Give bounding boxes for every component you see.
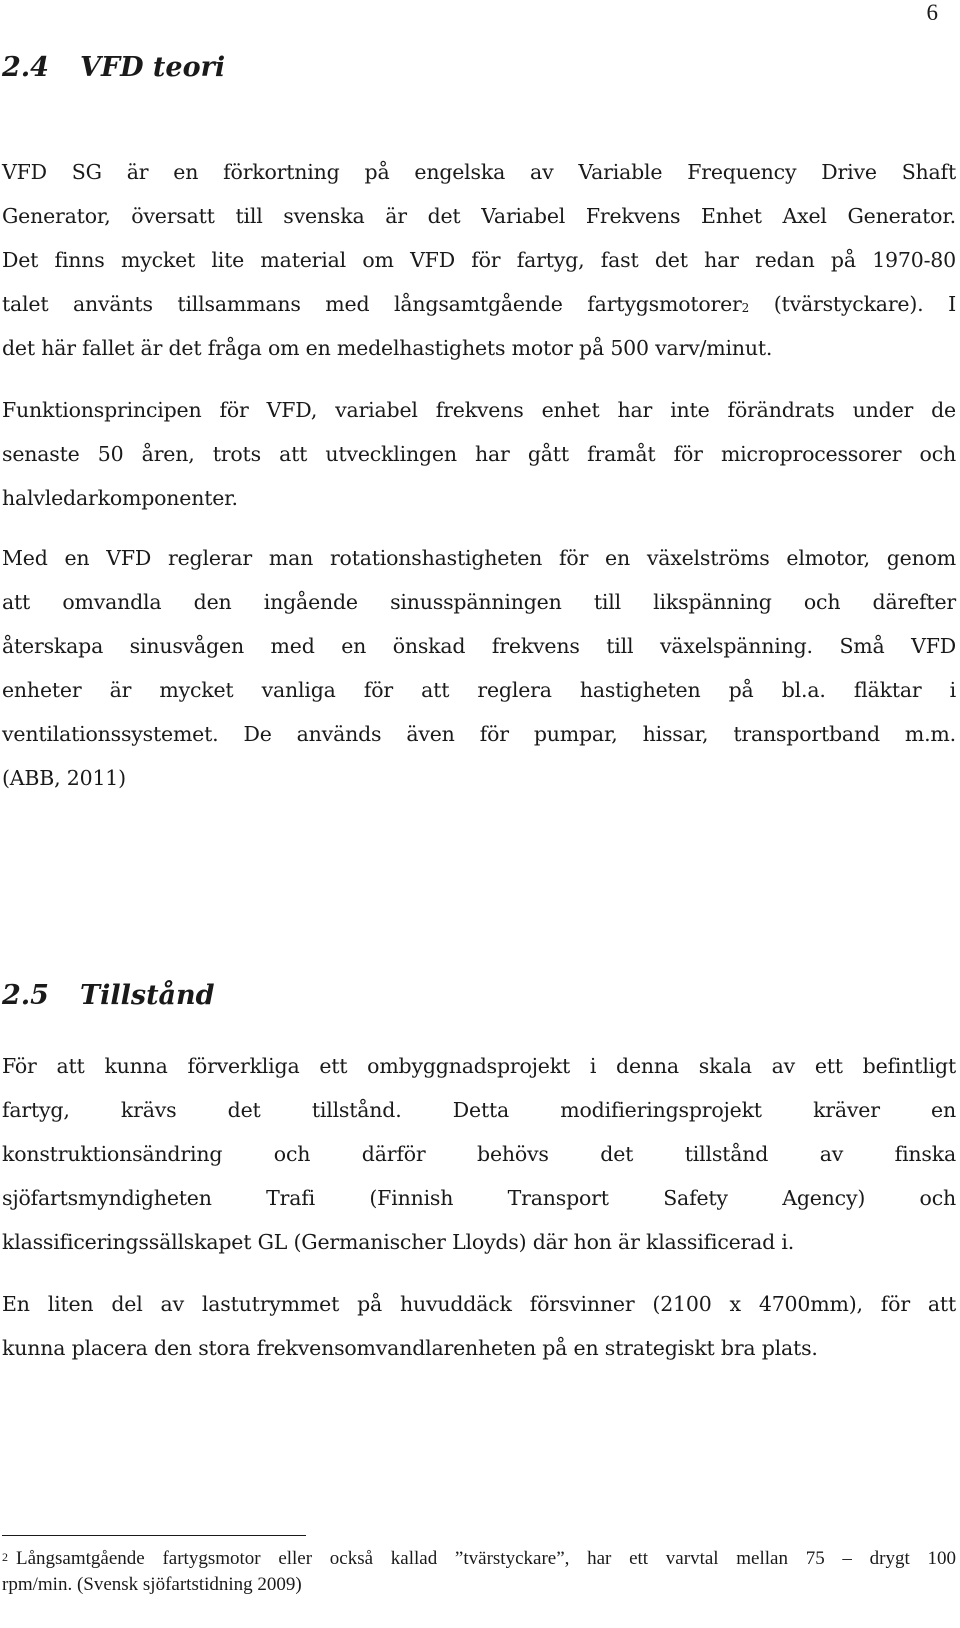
section-number: 2.4 [2,52,49,83]
text-fragment: (tvärstyckare). I [749,292,956,316]
text-line: Funktionsprincipen för VFD, variabel frekvens enhet har inte förändrats under de [2,398,956,422]
footnote-divider [2,1535,306,1536]
text-line: Det finns mycket lite material om VFD för fartyg, fast det har redan på 1970-80 [2,248,956,272]
paragraph-vfd-definition [2,150,956,370]
section-heading-tillstand [2,980,215,1011]
section-heading-vfd-teori [2,52,225,83]
footnote-line: rpm/min. (Svensk sjöfartstidning 2009) [2,1574,302,1595]
footnote-line [2,1546,956,1572]
text-line: halvledarkomponenter. [2,486,238,510]
text-line: sjöfartsmyndigheten Trafi (Finnish Transport Safety Agency) och [2,1186,956,1210]
text-line: Med en VFD reglerar man rotationshastigheten för en växelströms elmotor, genom [2,546,956,570]
text-line: enheter är mycket vanliga för att reglera hastigheten på bl.a. fläktar i [2,678,956,702]
paragraph-permits [2,1044,956,1264]
text-line: klassificeringssällskapet GL (Germanischer Lloyds) där hon är klassificerad i. [2,1230,795,1254]
text-line: ventilationssystemet. De används även för pumpar, hissar, transportband m.m. [2,722,956,746]
paragraph-vfd-usage [2,536,956,800]
text-line: att omvandla den ingående sinusspänningen till likspänning och därefter [2,590,956,614]
footnote-reference[interactable]: 2 [741,301,750,315]
paragraph-vfd-principle [2,388,956,520]
text-line: Generator, översatt till svenska är det Variabel Frekvens Enhet Axel Generator. [2,204,956,228]
text-line: återskapa sinusvågen med en önskad frekvens till växelspänning. Små VFD [2,634,956,658]
footnote-text: Långsamtgående fartygsmotor eller också kallad ”tvärstyckare”, har ett varvtal mellan 75 – drygt 100 [16,1548,956,1569]
text-line [2,282,956,326]
section-title: VFD teori [80,52,226,83]
footnote [2,1546,956,1598]
page-number: 6 [926,0,938,25]
text-fragment: talet använts tillsammans med långsamtgående fartygsmotorer [2,292,742,316]
text-line: konstruktionsändring och därför behövs det tillstånd av finska [2,1142,956,1166]
text-line: fartyg, krävs det tillstånd. Detta modifieringsprojekt kräver en [2,1098,956,1122]
footnote-marker: 2 [2,1550,8,1564]
text-line: (ABB, 2011) [2,766,126,790]
text-line: En liten del av lastutrymmet på huvuddäck försvinner (2100 x 4700mm), för att [2,1292,956,1316]
text-line: senaste 50 åren, trots att utvecklingen har gått framåt för microprocessorer och [2,442,956,466]
text-line: det här fallet är det fråga om en medelhastighets motor på 500 varv/minut. [2,336,773,360]
text-line: VFD SG är en förkortning på engelska av Variable Frequency Drive Shaft [2,160,956,184]
section-number: 2.5 [2,980,49,1011]
paragraph-cargo-space [2,1282,956,1370]
section-title: Tillstånd [80,980,215,1011]
text-line: kunna placera den stora frekvensomvandlarenheten på en strategiskt bra plats. [2,1336,818,1360]
text-line: För att kunna förverkliga ett ombyggnadsprojekt i denna skala av ett befintligt [2,1054,956,1078]
